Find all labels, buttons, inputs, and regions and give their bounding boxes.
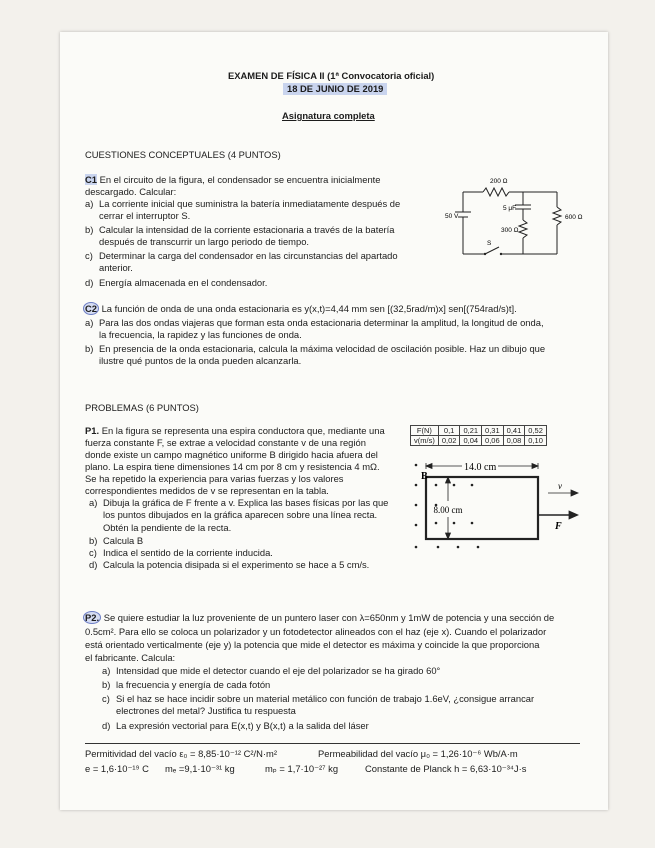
item-text-cont2: Obtén la pendiente de la recta. <box>103 521 232 533</box>
conceptual-heading: CUESTIONES CONCEPTUALES (4 PUNTOS) <box>85 149 281 160</box>
p2-line-1: 0.5cm². Para ello se coloca un polarizador y un fotodetector alineados con el haz (eje x). Cuando el polarizador <box>85 626 547 637</box>
item-text: En presencia de la onda estacionaria, calcula la máxima velocidad de oscilación posible. Haz un dibujo que <box>99 343 546 354</box>
p1-item-a <box>89 497 388 534</box>
circuit-diagram <box>445 172 583 262</box>
const-h: Constante de Planck h = 6,63·10⁻³⁴J·s <box>365 763 527 774</box>
c1-item-a <box>85 198 400 223</box>
label-B: B <box>421 471 428 482</box>
item-text-cont: después de transcurrir un largo periodo de tiempo. <box>99 236 310 248</box>
p1-line-1: fuerza constante F, se extrae a velocidad constante v de una región <box>85 437 366 448</box>
p1-tag: P1. <box>85 425 100 436</box>
table-row <box>411 426 547 436</box>
p2-item-b <box>102 679 270 691</box>
item-key: b) <box>102 679 111 690</box>
p1-line-4: Se ha repetido la experiencia para varias fuerzas y los valores <box>85 473 344 484</box>
c2-item-b <box>85 343 545 368</box>
force-velocity-table <box>410 425 547 446</box>
item-text: Dibuja la gráfica de F frente a v. Explica las bases físicas por las que <box>103 497 389 508</box>
const-me: mₑ =9,1·10⁻³¹ kg <box>165 763 235 774</box>
label-600: 600 Ω <box>565 214 583 221</box>
c2-item-a <box>85 317 544 342</box>
item-text: Para las dos ondas viajeras que forman esta onda estacionaria determinar la amplitud, la longitud de onda, <box>99 317 544 328</box>
exam-title: EXAMEN DE FÍSICA II (1ª Convocatoria oficial) <box>228 70 435 81</box>
c2-intro <box>83 303 517 315</box>
p2-item-d <box>102 720 369 732</box>
label-200: 200 Ω <box>490 178 508 185</box>
item-key: a) <box>85 317 94 328</box>
item-text: Indica el sentido de la corriente inducida. <box>103 547 273 558</box>
c1-intro <box>85 174 381 186</box>
p1-item-c <box>89 547 273 559</box>
p2-item-a <box>102 665 440 677</box>
const-mp: mₚ = 1,7·10⁻²⁷ kg <box>265 763 339 774</box>
item-text: Calcula B <box>103 535 144 546</box>
c1-line2: descargado. Calcular: <box>85 186 177 197</box>
p1-item-b <box>89 535 143 547</box>
label-v: v <box>558 481 562 491</box>
p2-line-2: está orientado verticalmente (eje y) la potencia que mide el detector es máxima y coincide la que proporciona <box>85 639 540 650</box>
const-e: e = 1,6·10⁻¹⁹ C <box>85 763 149 774</box>
switch-symbol <box>485 247 499 254</box>
c1-item-d <box>85 277 267 289</box>
p1-line-5: correspondientes medidos de v se representan en la tabla. <box>85 485 329 496</box>
table-cell: 0,08 <box>503 436 525 446</box>
c2-tag: C2 <box>85 303 97 314</box>
resistor-200-symbol <box>483 188 509 196</box>
table-cell: 0,10 <box>525 436 547 446</box>
table-cell: 0,31 <box>482 426 504 436</box>
c1-tag: C1 <box>85 174 97 185</box>
item-key: c) <box>85 250 93 261</box>
item-text-cont: anterior. <box>99 262 133 274</box>
item-key: c) <box>102 693 110 704</box>
c1-item-b <box>85 224 394 249</box>
label-switch: S <box>487 240 492 247</box>
label-300: 300 Ω <box>501 227 519 234</box>
item-key: c) <box>89 547 97 558</box>
p2-item-c <box>102 693 534 718</box>
const-eps0: Permitividad del vacío ε₀ = 8,85·10⁻¹² C²/N·m² <box>85 748 277 759</box>
item-text-cont: electrones del metal? Justifica tu respuesta <box>116 705 296 717</box>
problems-heading: PROBLEMAS (6 PUNTOS) <box>85 402 199 413</box>
p1-line-3: plano. La espira tiene dimensiones 14 cm por 8 cm y resistencia 4 mΩ. <box>85 461 380 472</box>
item-text: Si el haz se hace incidir sobre un material metálico con función de trabajo 1.6eV, ¿consigue arrancar <box>116 693 535 704</box>
footer-divider <box>85 743 580 744</box>
table-cell: 0,02 <box>438 436 460 446</box>
c1-line1: En el circuito de la figura, el condensador se encuentra inicialmente <box>99 174 381 185</box>
item-key: a) <box>102 665 111 676</box>
p2-line-3: el fabricante. Calcula: <box>85 652 176 663</box>
c2-line1: La función de onda de una onda estacionaria es y(x,t)=4,44 mm sen [(32,5rad/m)x] sen[(754rad/s)t]. <box>101 303 517 314</box>
item-text: Calcular la intensidad de la corriente estacionaria a través de la batería <box>99 224 395 235</box>
exam-date: 18 DE JUNIO DE 2019 <box>283 83 387 95</box>
item-key: d) <box>85 277 94 288</box>
item-key: d) <box>89 559 98 570</box>
item-key: a) <box>89 497 98 508</box>
item-text-cont: los puntos dibujados en la gráfica aparecen sobre una línea recta. <box>103 509 378 521</box>
const-mu0: Permeabilidad del vacío μ₀ = 1,26·10⁻⁶ Wb/A·m <box>318 748 518 759</box>
table-cell: 0,04 <box>460 436 482 446</box>
table-cell: 0,06 <box>482 436 504 446</box>
item-key: b) <box>89 535 98 546</box>
item-text-cont: la frecuencia, la rapidez y las funciones de onda. <box>99 329 302 341</box>
table-cell: 0,41 <box>503 426 525 436</box>
p1-item-d <box>89 559 369 571</box>
item-text: Calcula la potencia disipada si el experimento se hace a 5 cm/s. <box>103 559 370 570</box>
p2-line-0 <box>83 612 554 624</box>
item-text: Energía almacenada en el condensador. <box>99 277 268 288</box>
resistor-600-symbol <box>553 207 561 225</box>
label-width: 14.0 cm <box>464 462 497 473</box>
table-cell: 0,21 <box>460 426 482 436</box>
table-cell: v(m/s) <box>411 436 439 446</box>
item-key: d) <box>102 720 111 731</box>
table-row <box>411 436 547 446</box>
item-text: Determinar la carga del condensador en las circunstancias del apartado <box>99 250 398 261</box>
resistor-300-symbol <box>519 220 527 238</box>
item-text: Intensidad que mide el detector cuando el eje del polarizador se ha girado 60° <box>116 665 441 676</box>
p2-text: Se quiere estudiar la luz proveniente de un puntero laser con λ=650nm y 1mW de potencia y una sección de <box>103 612 555 623</box>
item-text-cont: cerrar el interruptor S. <box>99 210 191 222</box>
table-cell: F(N) <box>411 426 439 436</box>
p1-line-0 <box>85 425 385 437</box>
c1-item-c <box>85 250 398 275</box>
label-cap: 5 μF <box>503 205 517 212</box>
table-cell: 0,52 <box>525 426 547 436</box>
item-text: La corriente inicial que suministra la batería inmediatamente después de <box>99 198 401 209</box>
p1-line-2: donde existe un campo magnético uniforme B dirigido hacia afuera del <box>85 449 378 460</box>
item-key: b) <box>85 343 94 354</box>
item-text: la frecuencia y energía de cada fotón <box>116 679 271 690</box>
item-text: La expresión vectorial para E(x,t) y B(x,t) a la salida del láser <box>116 720 369 731</box>
loop-field-figure <box>408 455 583 555</box>
p2-tag: P2. <box>85 612 100 623</box>
table-cell: 0,1 <box>438 426 460 436</box>
item-key: b) <box>85 224 94 235</box>
item-text-cont: ilustre qué puntos de la onda pueden alcanzarla. <box>99 355 302 367</box>
exam-subtitle: Asignatura completa <box>282 110 375 121</box>
label-height: 8.00 cm <box>433 505 463 515</box>
p1-text: En la figura se representa una espira conductora que, mediante una <box>101 425 385 436</box>
item-key: a) <box>85 198 94 209</box>
label-battery: 50 V <box>445 213 459 220</box>
label-F: F <box>555 521 562 532</box>
capacitor-symbol <box>515 205 531 209</box>
